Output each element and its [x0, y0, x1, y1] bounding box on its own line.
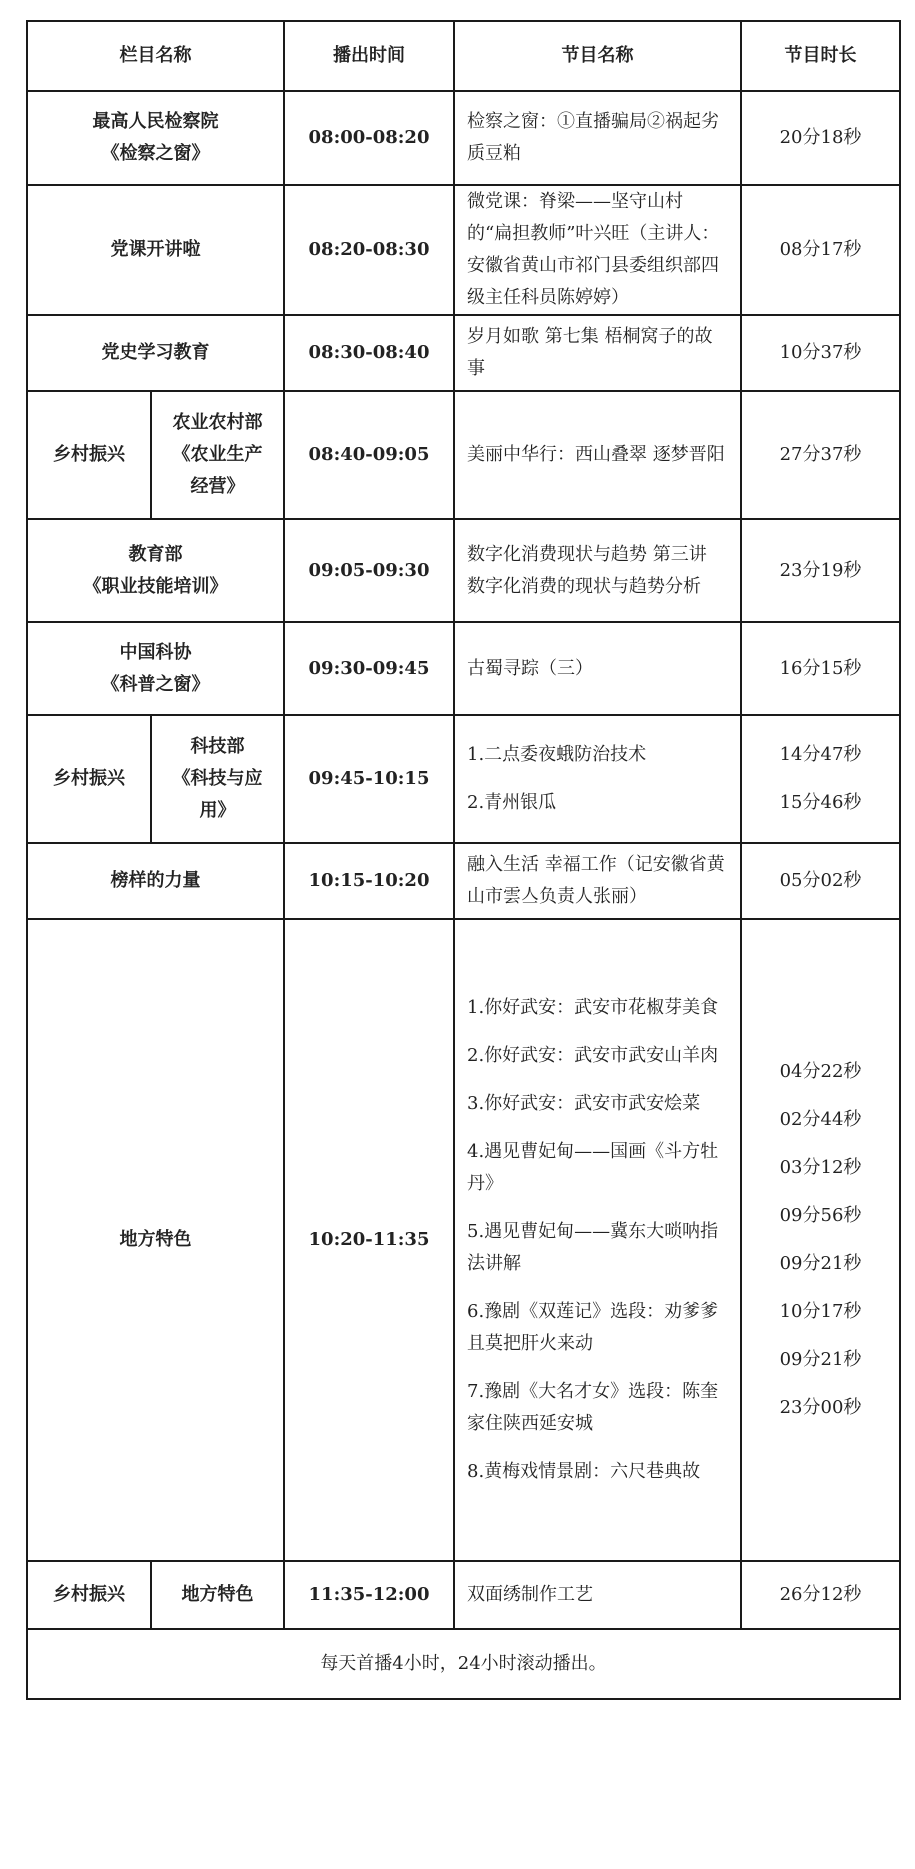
column-name-cell: 乡村振兴	[27, 391, 151, 519]
air-time-cell: 08:00-08:20	[284, 91, 454, 185]
sub-column-line: 农业农村部	[172, 412, 263, 433]
column-name-line: 最高人民检察院	[92, 111, 219, 132]
program-cell	[454, 919, 741, 1561]
column-name-cell: 榜样的力量	[27, 843, 284, 919]
table-row	[27, 391, 900, 519]
duration-cell: 20分18秒	[741, 91, 900, 185]
program-cell: 融入生活 幸福工作（记安徽省黄山市雲亼负责人张丽）	[454, 843, 741, 919]
table-row	[27, 1561, 900, 1629]
air-time-cell: 08:40-09:05	[284, 391, 454, 519]
table-row	[27, 843, 900, 919]
program-cell: 数字化消费现状与趋势 第三讲 数字化消费的现状与趋势分析	[454, 519, 741, 622]
column-name-cell: 乡村振兴	[27, 1561, 151, 1629]
duration-item: 09分21秒	[779, 1349, 862, 1370]
table-row	[27, 519, 900, 622]
air-time-cell: 08:20-08:30	[284, 185, 454, 315]
sub-column-line: 用》	[199, 800, 236, 821]
duration-item: 15分46秒	[779, 792, 862, 813]
air-time-cell: 08:30-08:40	[284, 315, 454, 391]
sub-column-line: 经营》	[190, 476, 245, 497]
duration-item: 14分47秒	[779, 744, 862, 765]
header-row	[27, 21, 900, 91]
column-name-cell: 党课开讲啦	[27, 185, 284, 315]
program-item: 1.二点委夜蛾防治技术	[467, 744, 647, 765]
sub-column-cell: 地方特色	[151, 1561, 284, 1629]
duration-cell: 08分17秒	[741, 185, 900, 315]
duration-cell: 26分12秒	[741, 1561, 900, 1629]
program-cell: 检察之窗：①直播骗局②祸起劣质豆粕	[454, 91, 741, 185]
program-cell: 美丽中华行：西山叠翠 逐梦晋阳	[454, 391, 741, 519]
duration-cell: 10分37秒	[741, 315, 900, 391]
duration-item: 02分44秒	[779, 1109, 862, 1130]
table-row	[27, 919, 900, 1561]
program-cell: 微党课：脊梁——坚守山村的“扁担教师”叶兴旺（主讲人：安徽省黄山市祁门县委组织部四级主任科员陈婷婷）	[454, 185, 741, 315]
column-name-line: 中国科协	[119, 641, 192, 663]
header-program-name: 节目名称	[454, 21, 741, 91]
column-name-cell: 乡村振兴	[27, 715, 151, 843]
air-time-cell: 10:15-10:20	[284, 843, 454, 919]
sub-column-line: 《农业生产	[172, 444, 263, 465]
table-row	[27, 622, 900, 715]
table-row	[27, 315, 900, 391]
schedule-table	[26, 20, 901, 1700]
duration-cell	[741, 919, 900, 1561]
air-time-cell: 11:35-12:00	[284, 1561, 454, 1629]
duration-cell	[741, 715, 900, 843]
footer-row	[27, 1629, 900, 1699]
program-cell	[454, 715, 741, 843]
table-row	[27, 91, 900, 185]
footer-note: 每天首播4小时，24小时滚动播出。	[27, 1629, 900, 1699]
air-time-cell: 09:05-09:30	[284, 519, 454, 622]
duration-item: 09分21秒	[779, 1253, 862, 1274]
program-item: 8.黄梅戏情景剧：六尺巷典故	[467, 1461, 701, 1482]
column-name-cell: 地方特色	[27, 919, 284, 1561]
table-row	[27, 185, 900, 315]
duration-item: 03分12秒	[779, 1157, 862, 1178]
program-item: 1.你好武安：武安市花椒芽美食	[467, 997, 719, 1018]
sub-column-line: 《科技与应	[172, 768, 263, 789]
duration-cell: 23分19秒	[741, 519, 900, 622]
table-row	[27, 715, 900, 843]
column-name-cell: 党史学习教育	[27, 315, 284, 391]
program-item: 6.豫剧《双莲记》选段：劝爹爹且莫把肝火来动	[467, 1301, 719, 1354]
duration-cell: 27分37秒	[741, 391, 900, 519]
program-item: 3.你好武安：武安市武安烩菜	[467, 1093, 701, 1114]
sub-column-line: 科技部	[190, 736, 245, 757]
column-name-line: 《职业技能培训》	[83, 575, 228, 597]
column-name-line: 《检察之窗》	[101, 143, 210, 164]
program-item: 5.遇见曹妃甸——冀东大唢呐指法讲解	[467, 1221, 719, 1274]
program-item: 4.遇见曹妃甸——国画《斗方牡丹》	[467, 1141, 719, 1194]
sub-column-cell	[151, 715, 284, 843]
program-cell: 古蜀寻踪（三）	[454, 622, 741, 715]
column-name-cell	[27, 622, 284, 715]
program-item: 2.你好武安：武安市武安山羊肉	[467, 1045, 719, 1066]
duration-item: 04分22秒	[779, 1061, 862, 1082]
header-column-name: 栏目名称	[27, 21, 284, 91]
header-duration: 节目时长	[741, 21, 900, 91]
header-air-time: 播出时间	[284, 21, 454, 91]
sub-column-cell	[151, 391, 284, 519]
air-time-cell: 10:20-11:35	[284, 919, 454, 1561]
program-cell: 双面绣制作工艺	[454, 1561, 741, 1629]
duration-cell: 16分15秒	[741, 622, 900, 715]
air-time-cell: 09:45-10:15	[284, 715, 454, 843]
program-item: 2.青州银瓜	[467, 792, 557, 813]
column-name-line: 《科普之窗》	[101, 673, 210, 695]
column-name-cell	[27, 519, 284, 622]
duration-cell: 05分02秒	[741, 843, 900, 919]
duration-item: 09分56秒	[779, 1205, 862, 1226]
program-cell: 岁月如歌 第七集 梧桐窝子的故事	[454, 315, 741, 391]
duration-item: 10分17秒	[779, 1301, 862, 1322]
program-item: 7.豫剧《大名才女》选段：陈奎家住陕西延安城	[467, 1381, 719, 1434]
duration-item: 23分00秒	[779, 1397, 862, 1418]
column-name-line: 教育部	[128, 543, 183, 565]
column-name-cell	[27, 91, 284, 185]
air-time-cell: 09:30-09:45	[284, 622, 454, 715]
